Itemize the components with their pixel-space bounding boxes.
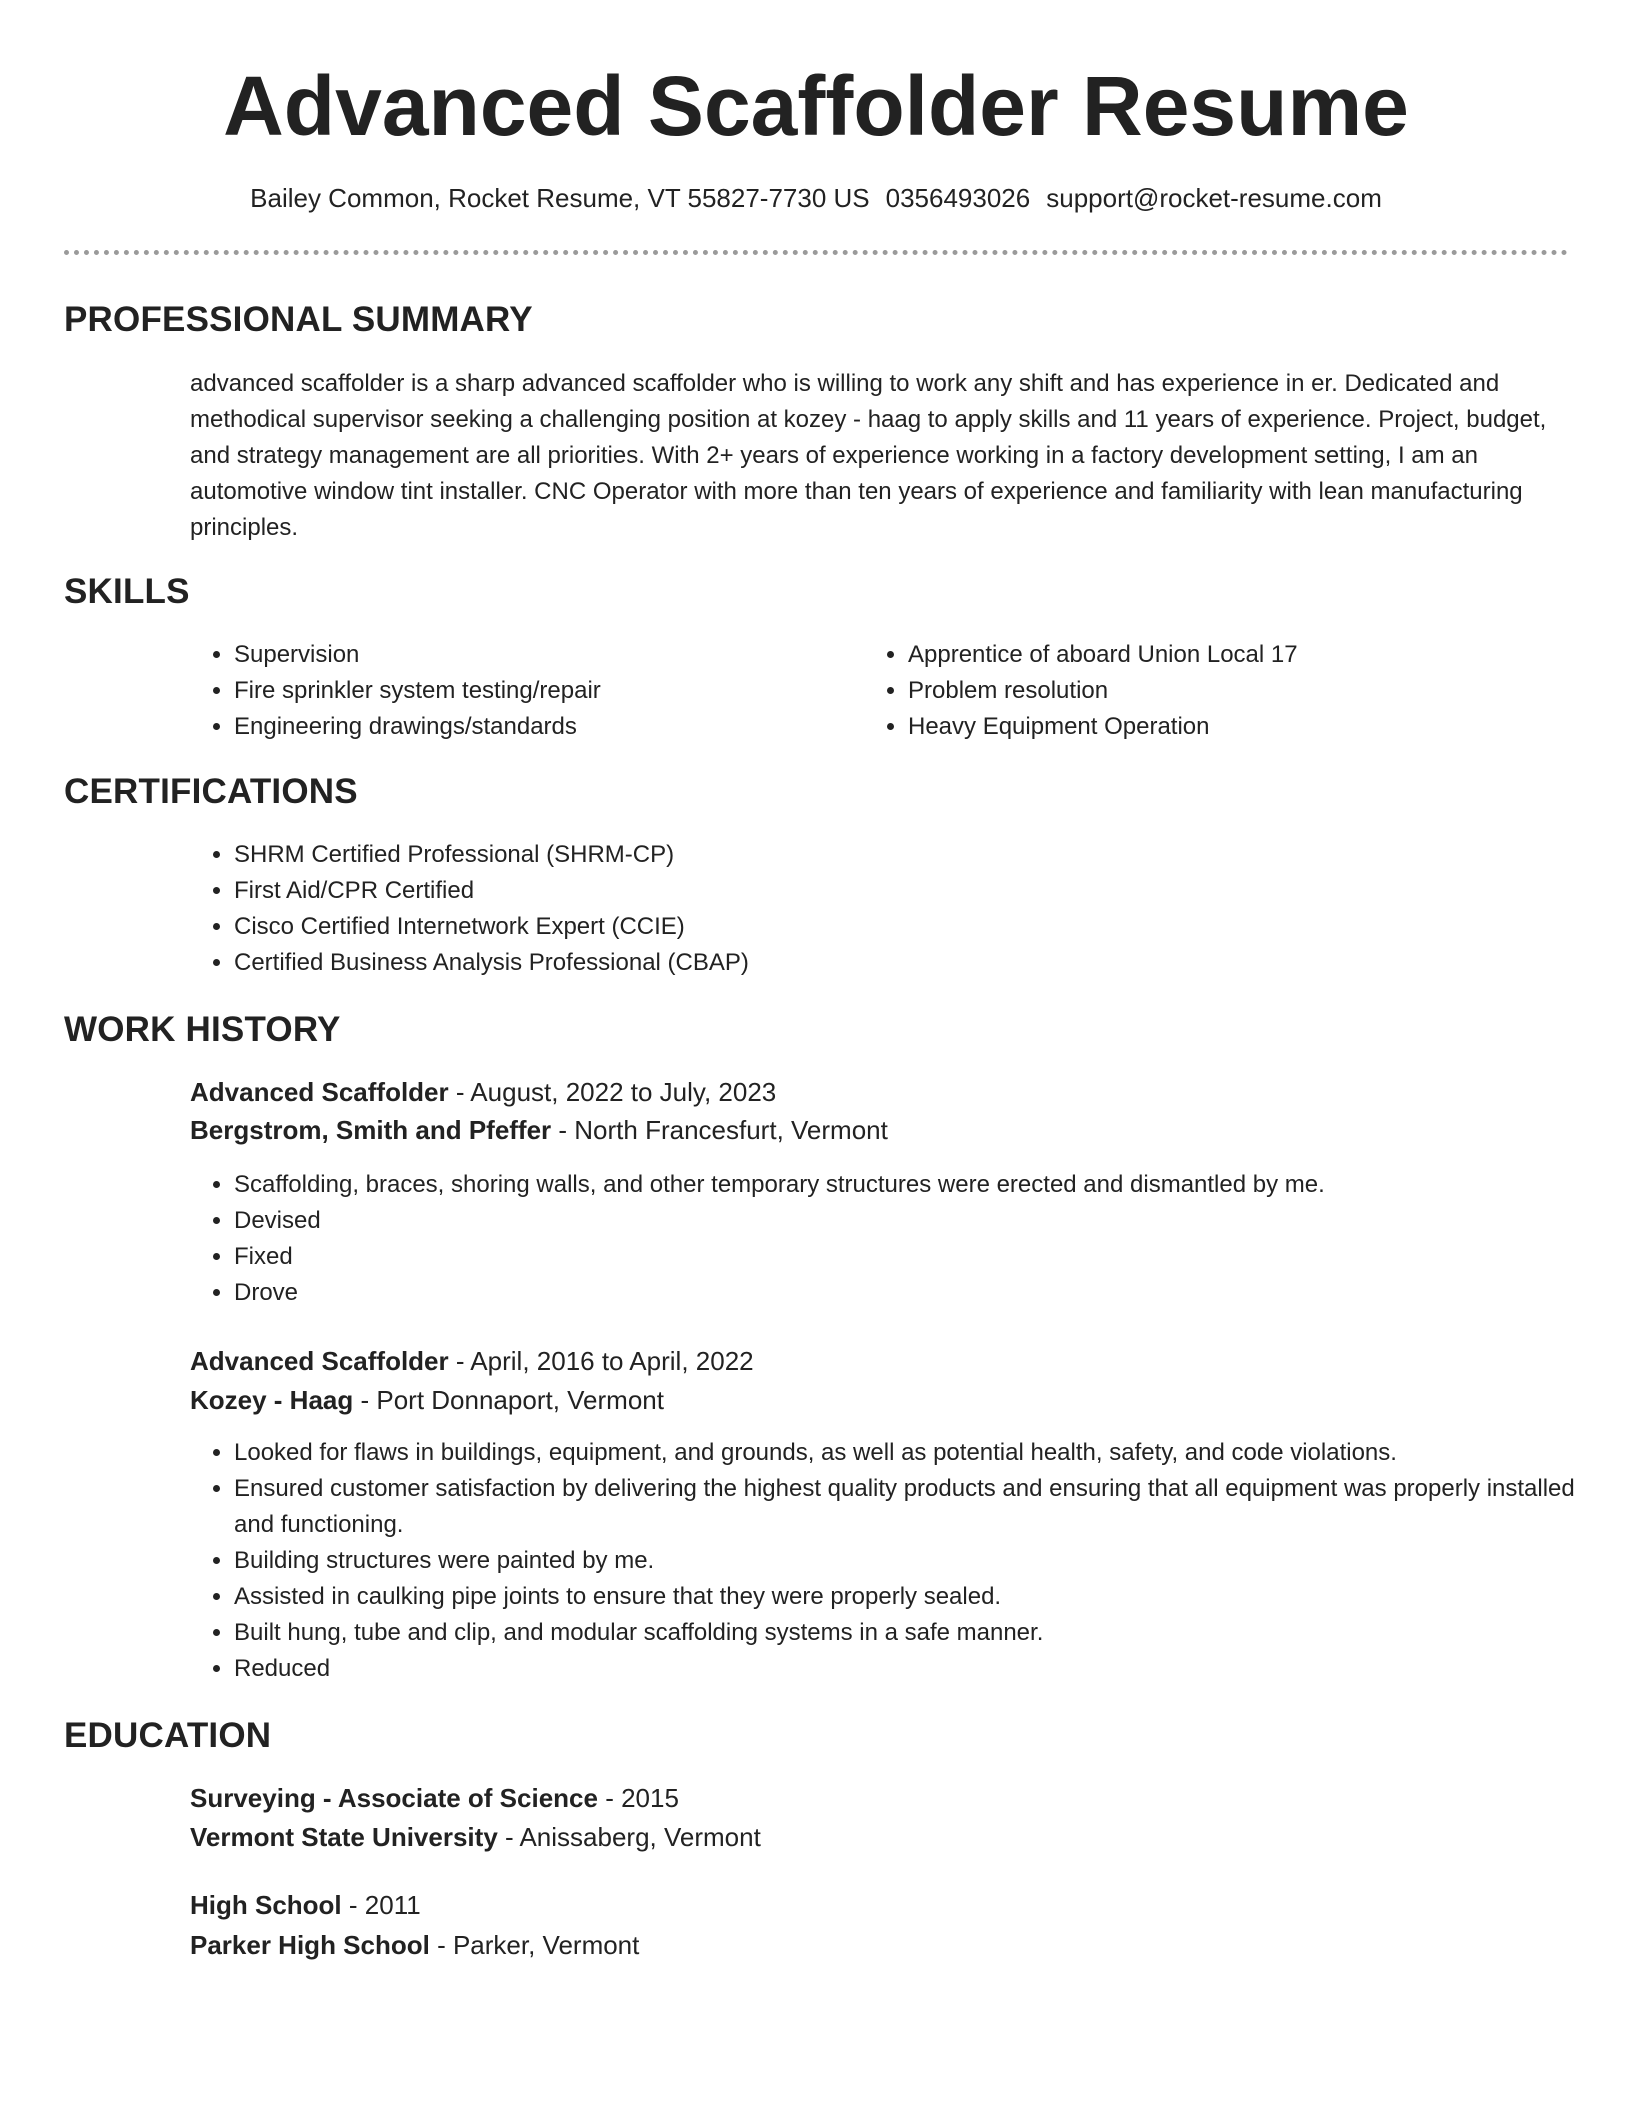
job-company: Bergstrom, Smith and Pfeffer [190,1115,552,1145]
education-degree: High School [190,1890,342,1920]
job-duty-item: • Building structures were painted by me. [234,1543,1604,1579]
resume-title: Advanced Scaffolder Resume [223,59,1409,153]
contact-address: Bailey Common, Rocket Resume, VT 55827-7730 US [250,183,870,213]
education-degree-line [190,1886,1560,1924]
job-duty-item: • Devised [234,1203,1604,1239]
skill-item: • Problem resolution [908,673,1588,709]
job-dates: - August, 2022 to July, 2023 [448,1077,777,1107]
work-history-heading: WORK HISTORY [64,1010,341,1049]
skills-list-left [190,637,864,745]
job-duties-list [190,1167,1604,1311]
education-year: - 2015 [597,1783,679,1813]
summary-text: advanced scaffolder is a sharp advanced scaffolder who is willing to work any shift and has experience in er. Dedicated and methodical supervisor seeking a challenging position at kozey - haag to apply skills and 11 years of experience. Project, budget, and strategy management are all priorities. With 2+ years of experience working in a factory development setting, I am an automotive window tint installer. CNC Operator with more than ten years of experience and familiarity with lean manufacturing principles. [190,370,1547,541]
education-heading: EDUCATION [64,1716,272,1755]
job-duty-item: • Assisted in caulking pipe joints to ensure that they were properly sealed. [234,1579,1604,1615]
job-duty-item: • Ensured customer satisfaction by delivering the highest quality products and ensuring that all equipment was properly installed and functioning. [234,1471,1604,1543]
education-location: - Anissaberg, Vermont [497,1822,761,1852]
skills-heading: SKILLS [64,572,190,611]
contact-email[interactable]: support@rocket-resume.com [1046,183,1382,213]
education-degree-line [190,1779,1560,1817]
education-school-line [190,1818,1560,1856]
job-title-line [190,1073,1560,1111]
certification-item: • Certified Business Analysis Professional (CBAP) [234,945,1604,981]
job-company: Kozey - Haag [190,1385,354,1415]
contact-phone: 0356493026 [885,183,1031,213]
certification-item: • SHRM Certified Professional (SHRM-CP) [234,837,1604,873]
skill-item: • Fire sprinkler system testing/repair [234,673,864,709]
job-duty-item: • Looked for flaws in buildings, equipment, and grounds, as well as potential health, safety, and code violations. [234,1435,1604,1471]
job-duties-list [190,1435,1604,1687]
job-duty-item: • Drove [234,1275,1604,1311]
skill-item: • Apprentice of aboard Union Local 17 [908,637,1588,673]
job-duty-item: • Built hung, tube and clip, and modular scaffolding systems in a safe manner. [234,1615,1604,1651]
education-year: - 2011 [341,1890,421,1920]
certification-item: • First Aid/CPR Certified [234,873,1604,909]
education-degree: Surveying - Associate of Science [190,1783,598,1813]
job-location: - Port Donnaport, Vermont [353,1385,664,1415]
job-duty-item: • Fixed [234,1239,1604,1275]
skill-item: • Supervision [234,637,864,673]
certification-item: • Cisco Certified Internetwork Expert (CCIE) [234,909,1604,945]
education-school: Parker High School [190,1930,430,1960]
contact-line [0,180,1632,216]
education-school-line [190,1926,1560,1964]
job-title-line [190,1342,1560,1380]
certifications-heading: CERTIFICATIONS [64,772,358,811]
job-location: - North Francesfurt, Vermont [551,1115,888,1145]
skill-item: • Engineering drawings/standards [234,709,864,745]
skills-list-right [864,637,1588,745]
job-title: Advanced Scaffolder [190,1346,449,1376]
job-company-line [190,1381,1560,1419]
job-title: Advanced Scaffolder [190,1077,449,1107]
education-location: - Parker, Vermont [429,1930,640,1960]
job-dates: - April, 2016 to April, 2022 [448,1346,754,1376]
summary-heading: PROFESSIONAL SUMMARY [64,300,533,339]
skill-item: • Heavy Equipment Operation [908,709,1588,745]
job-duty-item: • Reduced [234,1651,1604,1687]
header-divider [64,250,1568,255]
education-school: Vermont State University [190,1822,498,1852]
job-company-line [190,1111,1560,1149]
certifications-list [190,837,1604,981]
job-duty-item: • Scaffolding, braces, shoring walls, and other temporary structures were erected and dismantled by me. [234,1167,1604,1203]
